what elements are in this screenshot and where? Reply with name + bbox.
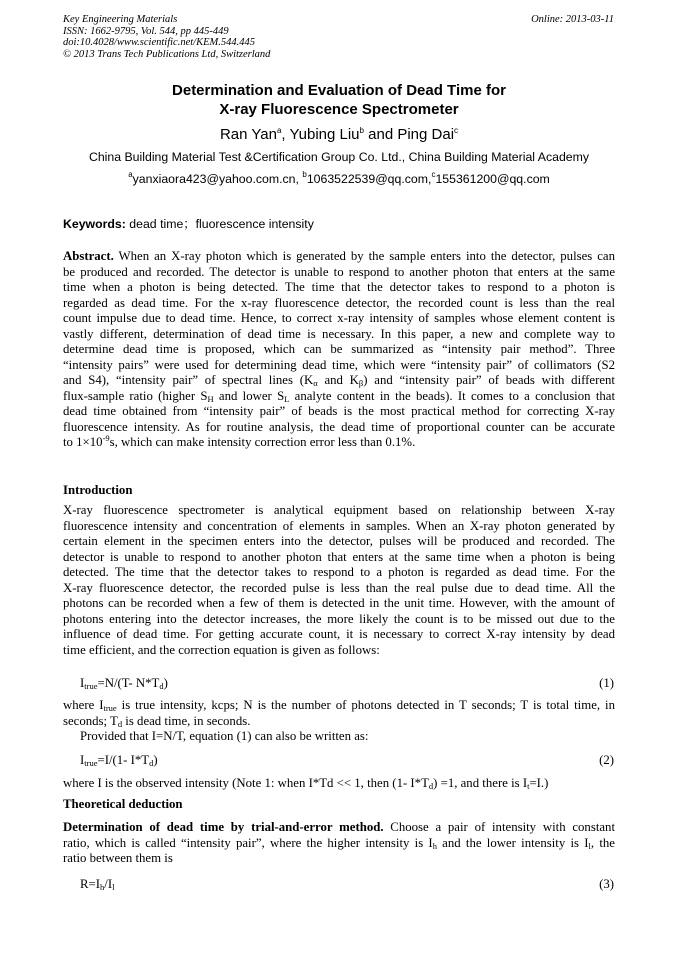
abstract-label: Abstract. — [63, 249, 114, 263]
title-line-1: Determination and Evaluation of Dead Time for — [172, 82, 506, 99]
abstract-line: Abstract. When an X-ray photon which is generated by the sample enters into the detector, pulses can — [63, 249, 615, 263]
paragraph-line: seconds; $T_d$ is dead time, in seconds. — [63, 713, 251, 729]
section-heading-theoretical-deduction: Theoretical deduction — [63, 797, 183, 811]
equation-3: $R=I_h/I_l$ — [80, 877, 115, 892]
paragraph-line: where I is the observed intensity (Note 1: when I*Td << 1, then (1- $I*T_d) =1$, and there is $I_t=I$.) — [63, 776, 549, 791]
author-name: Ran Yan — [219, 126, 277, 143]
equation-3-number: (3) — [599, 877, 614, 891]
abstract-line: and S4), “intensity pair” of spectral lines ($K_\alpha$ and $K_\beta$) and “intensity pair” of beads with different — [63, 373, 615, 388]
journal-header — [63, 14, 270, 60]
email-superscript: b — [302, 170, 307, 179]
author-list — [0, 126, 678, 143]
equation-2: $I_{true}=I/(1-$ $I*T_d$) — [80, 753, 158, 768]
author-emails — [0, 172, 678, 186]
affiliation: China Building Material Test &Certification Group Co. Ltd., China Building Material Academy — [88, 150, 590, 164]
email-b: 1063522539@qq.com, — [306, 172, 432, 186]
journal-name: Key Engineering Materials — [63, 14, 178, 25]
paragraph-line: X-ray fluorescence spectrometer is analytical equipment based on relationship between X-ray — [63, 503, 615, 517]
section-heading-introduction: Introduction — [63, 483, 133, 497]
author-name: and Ping Dai — [363, 126, 455, 143]
trial-and-error-paragraph — [63, 820, 615, 867]
abstract-line: determine dead time is proposed, which can be summarized as “intensity pair method”. Three — [63, 342, 615, 356]
online-date: Online: 2013-03-11 — [531, 14, 614, 25]
keywords-label: Keywords: — [63, 217, 126, 231]
author-name: , Yubing Liu — [281, 126, 360, 143]
email-superscript: a — [128, 170, 133, 179]
equation-2-number: (2) — [599, 753, 614, 767]
equation-1-number: (1) — [599, 676, 614, 690]
paragraph-line: Provided that I=N/T, equation (1) can also be written as: — [80, 729, 369, 743]
paragraph-line: X-ray fluorescence detector, the recorded pulse is less than the real pulse due to dead time. All the — [63, 580, 615, 595]
email-a: yanxiaora423@yahoo.com.cn, — [132, 172, 303, 186]
abstract-line: count impulse due to dead time. Hence, to correct x-ray intensity of samples whose element content is — [63, 311, 615, 325]
paragraph-line: photons can be recorded when a few of them is detected in the unit time. However, with the amount of — [63, 596, 615, 610]
abstract-line: regarded as dead time. For the x-ray fluorescence detector, the recorded count is less than the real — [63, 295, 615, 310]
equation-2-explanation — [63, 776, 615, 792]
email-superscript: c — [431, 170, 436, 179]
abstract-line: fluorescence intensity. As for routine analysis, the dead time of proportional counter can be accurate — [63, 419, 615, 434]
keywords-value: dead time；fluorescence intensity — [125, 217, 314, 231]
paragraph-line: fluorescence intensity and concentration of elements in samples. When an X-ray photon generated by — [63, 518, 615, 533]
abstract-line: be produced and recorded. The detector is unable to respond to another photon that enters at the same — [63, 264, 615, 279]
introduction-paragraph — [63, 503, 615, 658]
abstract-line: flux-sample ratio (higher $S_H$ and lower $S_L$ analyte content in the beads). It comes to a conclusion that — [63, 388, 616, 404]
author-superscript: b — [359, 126, 364, 135]
paragraph-line: photons entering into the detector increases, the more likely the count is to be missed out due to the — [63, 611, 615, 626]
issn-line: ISSN: 1662-9795, Vol. 544, pp 445-449 — [63, 25, 229, 37]
abstract — [63, 249, 615, 451]
paragraph-line: influence of dead time. For getting accurate count, it is necessary to correct X-ray intensity by dead — [63, 627, 615, 641]
email-c: 155361200@qq.com — [435, 172, 550, 186]
paragraph-line: detected. The time that the detector takes to respond to a photon is regarded as dead time. For the — [63, 565, 615, 579]
title-line-2: X-ray Fluorescence Spectrometer — [219, 101, 459, 118]
abstract-line: dead time obtained from “intensity pair” of beads is the most practical method for correcting X-ray — [63, 404, 615, 418]
paragraph-line: where $I_{true}$ is true intensity, kcps; N is the number of photons detected in T seconds; T is total time, in — [63, 698, 615, 713]
keywords — [63, 214, 314, 232]
paragraph-line: detector is unable to respond to another photon that enters at the same time when a photon is being — [63, 549, 615, 564]
doi-line: doi:10.4028/www.scientific.net/KEM.544.445 — [63, 37, 255, 49]
paper-title — [0, 81, 678, 119]
author-superscript: a — [276, 126, 282, 135]
subsection-label: Determination of dead time by trial-and-error method. — [63, 820, 384, 834]
paragraph-line: time efficient, and the correction equation is given as follows: — [63, 642, 380, 657]
equation-1-explanation — [63, 698, 615, 745]
equation-1: $I_{true}=N/(T-$ $N*T_d$) — [80, 676, 168, 691]
paragraph-line: certain element in the specimen enters into the detector, pulses will be produced and recorded. The — [63, 534, 615, 548]
paragraph-line: ratio between them is — [63, 851, 173, 865]
copyright-line: © 2013 Trans Tech Publications Ltd, Switzerland — [63, 48, 271, 60]
abstract-line: time when a photon is being detected. The time that the detector takes to respond to a photon is — [63, 280, 615, 294]
abstract-line: “intensity pairs” were used for determining dead time, which were “intensity pair” of collimators (S2 — [63, 357, 615, 372]
abstract-line: to $1\times 10^{-9}s$, which can make intensity correction error less than 0.1%. — [63, 433, 416, 449]
paragraph-line: Determination of dead time by trial-and-error method. Choose a pair of intensity with constant — [63, 820, 616, 834]
paragraph-line: ratio, which is called “intensity pair”, where the higher intensity is $I_h$ and the lower intensity is $I_l$, the — [63, 835, 615, 851]
abstract-line: vastly different, determination of dead time is necessary. In this paper, a new and complete way to — [63, 326, 615, 341]
author-superscript: c — [454, 126, 459, 135]
